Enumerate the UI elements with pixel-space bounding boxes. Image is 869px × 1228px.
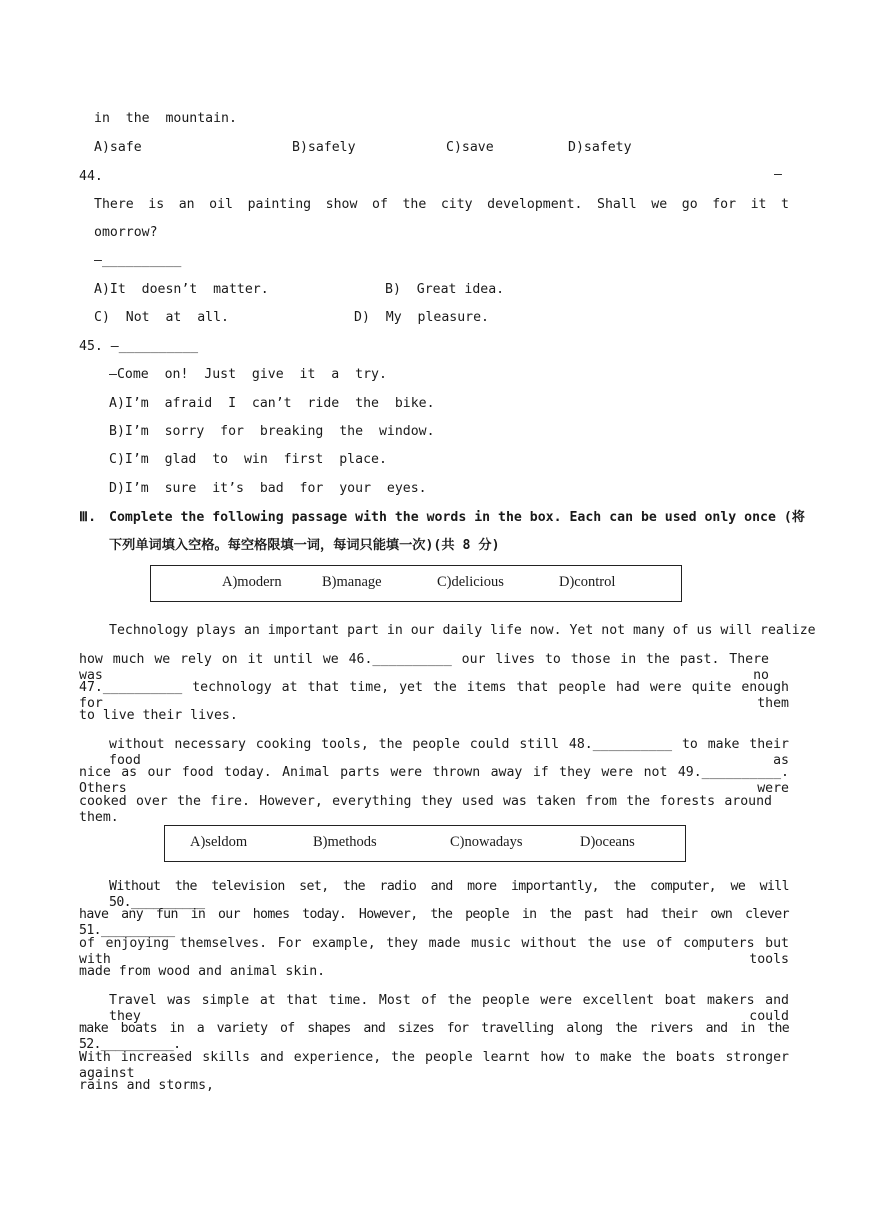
option-44-c: C) Not at all. [94,310,229,325]
option-44-a: A)It doesn’t matter. [94,282,269,297]
question-45-stem: 45. —__________ [79,339,199,354]
word-box-1-option-d: D)control [559,574,616,590]
word-box-1 [150,565,682,602]
passage-paragraph-2-line-3: cooked over the fire. However, everything they used was taken from the forests around them. [79,794,772,825]
option-43-c: C)save [446,140,494,155]
passage-paragraph-1-line-3: 47.__________ technology at that time, yet the items that people had were quite enough for them [79,680,789,711]
section-3-instruction-line-2: 下列单词填入空格。每空格限填一词，每词只能填一次)(共 8 分) [109,538,500,553]
question-44-dash: — [774,167,782,182]
question-44-stem-line-1: There is an oil painting show of the city development. Shall we go for it t [94,197,789,212]
passage-paragraph-3-line-1: Without the television set, the radio and more importantly, the computer, we will 50.__________ [109,879,789,910]
passage-paragraph-4-line-2: make boats in a variety of shapes and sizes for travelling along the rivers and in the 52.__________. [79,1021,789,1052]
passage-paragraph-3-line-4: made from wood and animal skin. [79,964,326,979]
passage-paragraph-1-line-2: how much we rely on it until we 46.__________ our lives to those in the past. There was no [79,652,769,683]
word-box-1-option-b: B)manage [322,574,382,590]
option-45-c: C)I’m glad to win first place. [109,452,387,467]
option-43-a: A)safe [94,140,142,155]
question-43-stem-tail: in the mountain. [94,111,237,126]
word-box-2-option-d: D)oceans [580,834,635,850]
word-box-2-option-a: A)seldom [190,834,248,850]
passage-paragraph-3-line-3: of enjoying themselves. For example, they made music without the use of computers but with tools [79,936,789,967]
option-45-a: A)I’m afraid I can’t ride the bike. [109,396,435,411]
word-box-1-option-c: C)delicious [437,574,504,590]
question-44-stem-line-2: omorrow? [94,225,158,240]
question-44-answer-blank: —__________ [94,253,182,268]
question-45-response: —Come on! Just give it a try. [109,367,387,382]
option-43-b: B)safely [292,140,356,155]
passage-paragraph-4-line-4: rains and storms, [79,1078,214,1093]
passage-paragraph-1-line-4: to live their lives. [79,708,238,723]
word-box-2 [164,825,686,862]
option-44-d: D) My pleasure. [354,310,489,325]
passage-paragraph-2-line-1: without necessary cooking tools, the people could still 48.__________ to make their food as [109,737,789,768]
section-3-numeral: Ⅲ. [79,510,97,525]
word-box-1-option-a: A)modern [222,574,282,590]
passage-paragraph-4-line-3: With increased skills and experience, the people learnt how to make the boats stronger against [79,1050,789,1081]
option-45-d: D)I’m sure it’s bad for your eyes. [109,481,427,496]
passage-paragraph-1-line-1: Technology plays an important part in our daily life now. Yet not many of us will realize [109,623,816,638]
option-45-b: B)I’m sorry for breaking the window. [109,424,435,439]
passage-paragraph-2-line-2: nice as our food today. Animal parts were thrown away if they were not 49.__________. Others were [79,765,789,796]
word-box-2-option-c: C)nowadays [450,834,523,850]
word-box-2-option-b: B)methods [313,834,377,850]
option-43-d: D)safety [568,140,632,155]
passage-paragraph-4-line-1: Travel was simple at that time. Most of the people were excellent boat makers and they could [109,993,789,1024]
passage-paragraph-3-line-2: have any fun in our homes today. However, the people in the past had their own clever 51.__________ [79,907,789,938]
section-3-instruction-line-1: Complete the following passage with the words in the box. Each can be used only once (将 [109,510,805,525]
option-44-b: B) Great idea. [385,282,505,297]
question-44-number: 44. [79,169,103,184]
